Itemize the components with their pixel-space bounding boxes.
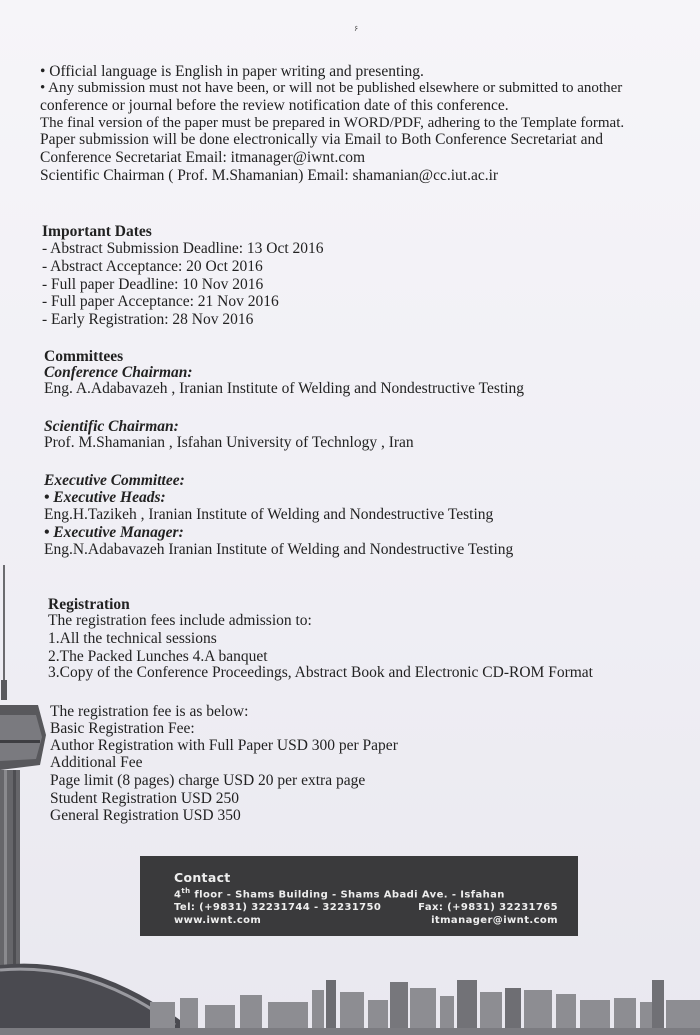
contact-email-link[interactable]: itmanager@iwnt.com (431, 915, 558, 927)
executive-heads: Eng.H.Tazikeh , Iranian Institute of Welding and Nondestructive Testing (44, 506, 494, 523)
intro-line: conference or journal before the review notification date of this conference. (40, 97, 509, 114)
date-item: - Full paper Deadline: 10 Nov 2016 (42, 276, 264, 293)
contact-address (174, 885, 568, 901)
fee-item: Student Registration USD 250 (50, 790, 240, 807)
conference-chairman-label: Conference Chairman: (44, 364, 193, 381)
registration-item: 3.Copy of the Conference Proceedings, Abstract Book and Electronic CD-ROM Format (48, 664, 593, 681)
contact-website-link[interactable]: www.iwnt.com (174, 915, 262, 927)
contact-tel: Tel: (+9831) 32231744 - 32231750 (174, 902, 382, 914)
address-number: 4 (174, 889, 182, 901)
date-item: - Abstract Submission Deadline: 13 Oct 2016 (42, 240, 324, 257)
executive-heads-label: • Executive Heads: (44, 489, 166, 506)
fee-item: Author Registration with Full Paper USD 300 per Paper (50, 737, 398, 754)
fee-intro: The registration fee is as below: (50, 703, 249, 720)
executive-committee-label: Executive Committee: (44, 472, 185, 489)
city-skyline-illustration (0, 940, 700, 1035)
contact-title: Contact (174, 870, 231, 885)
date-item: - Abstract Acceptance: 20 Oct 2016 (42, 258, 263, 275)
fee-item: Basic Registration Fee: (50, 720, 195, 737)
date-item: - Full paper Acceptance: 21 Nov 2016 (42, 293, 279, 310)
fee-item: Additional Fee (50, 754, 143, 771)
contact-phone-row (174, 901, 568, 914)
address-suffix: th (181, 887, 191, 895)
executive-manager-label: • Executive Manager: (44, 524, 184, 541)
intro-line: • Any submission must not have been, or will not be published elsewhere or submitted to another (40, 80, 623, 96)
contact-fax: Fax: (+9831) 32231765 (418, 902, 558, 914)
conference-chairman: Eng. A.Adabavazeh , Iranian Institute of Welding and Nondestructive Testing (44, 380, 525, 397)
intro-line: • Official language is English in paper writing and presenting. (40, 63, 424, 80)
executive-manager: Eng.N.Adabavazeh Iranian Institute of Welding and Nondestructive Testing (44, 541, 514, 558)
intro-line: Conference Secretariat Email: itmanager@iwnt.com (40, 149, 366, 166)
scientific-chairman-label: Scientific Chairman: (44, 418, 179, 435)
contact-box (140, 856, 578, 936)
date-item: - Early Registration: 28 Nov 2016 (42, 311, 254, 328)
registration-item: 2.The Packed Lunches 4.A banquet (48, 648, 268, 665)
intro-line: Scientific Chairman ( Prof. M.Shamanian) Email: shamanian@cc.iut.ac.ir (40, 167, 499, 184)
fee-item: Page limit (8 pages) charge USD 20 per extra page (50, 772, 366, 789)
fee-item: General Registration USD 350 (50, 807, 241, 824)
registration-item: 1.All the technical sessions (48, 630, 217, 647)
registration-intro: The registration fees include admission to: (48, 612, 312, 629)
section-heading: Committees (44, 348, 124, 365)
section-heading: Important Dates (42, 223, 152, 240)
contact-web-row (174, 914, 568, 927)
page-mark: ۶ (354, 24, 359, 33)
intro-line: The final version of the paper must be prepared in WORD/PDF, adhering to the Template format. (40, 115, 625, 131)
address-text: floor - Shams Building - Shams Abadi Ave. - Isfahan (190, 889, 505, 901)
section-heading: Registration (48, 596, 130, 613)
scientific-chairman: Prof. M.Shamanian , Isfahan University of Technlogy , Iran (44, 434, 414, 451)
intro-line: Paper submission will be done electronically via Email to Both Conference Secretariat and (40, 131, 603, 148)
